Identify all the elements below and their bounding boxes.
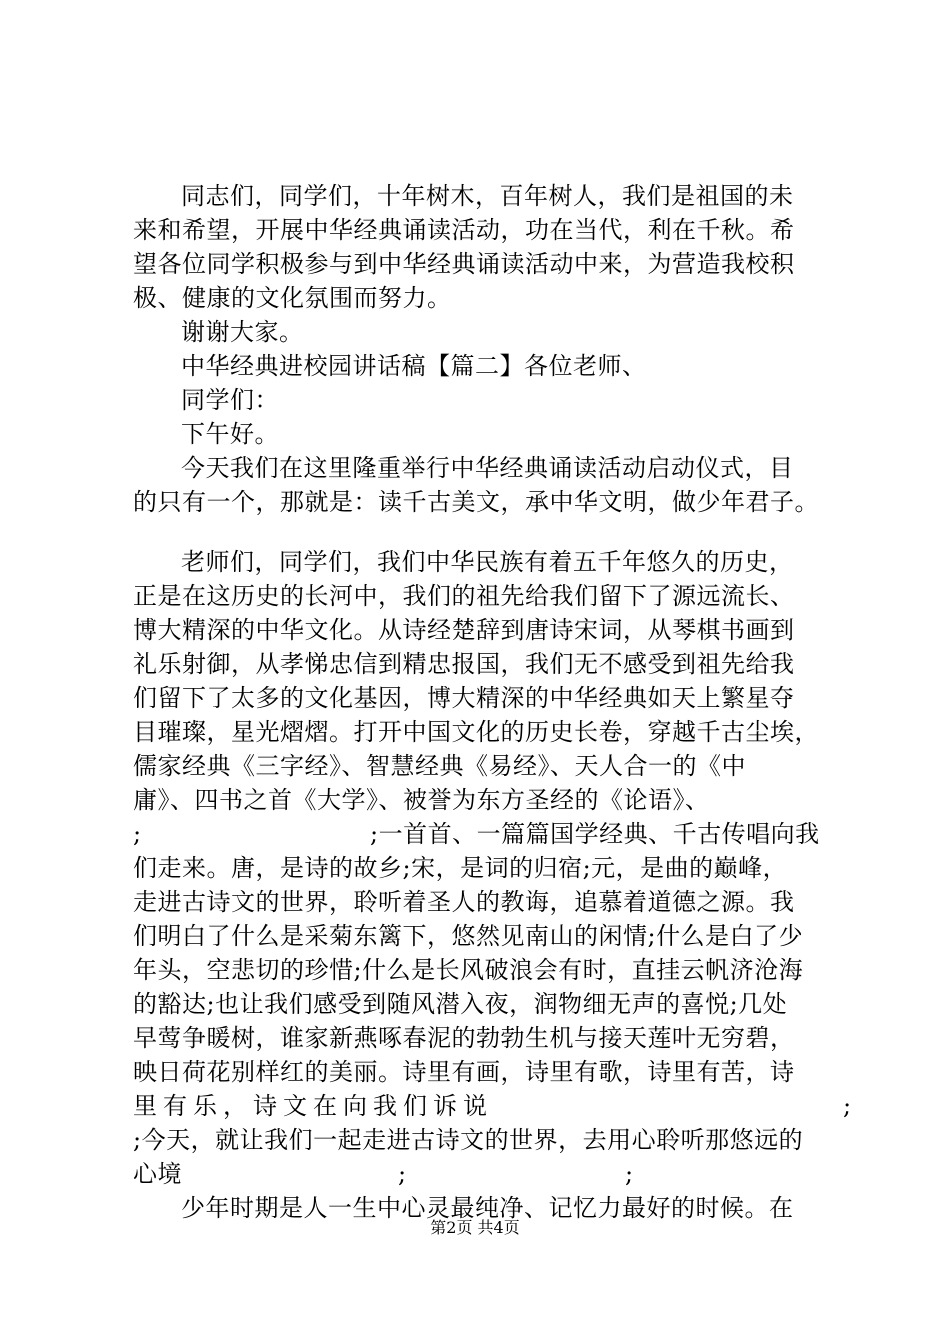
text-line: 们留下了太多的文化基因，博大精深的中华经典如天上繁星夺 [133,684,795,712]
text-line: 年头，空悲切的珍惜;什么是长风破浪会有时，直挂云帆济沧海 [133,956,804,984]
page-footer: 第2页 共4页 [430,1218,520,1237]
text-line: 的只有一个，那就是：读千古美文，承中华文明，做少年君子。 [133,488,819,516]
text-line: 礼乐射御，从孝悌忠信到精忠报国，我们无不感受到祖先给我 [133,650,795,678]
section-heading: 中华经典进校园讲话稿【篇二】各位老师、 [181,352,647,380]
text-fragment: ; [133,820,142,848]
text-line: 极、健康的文化氛围而努力。 [133,284,452,312]
text-fragment: ; [625,1160,634,1188]
text-line: 正是在这历史的长河中，我们的祖先给我们留下了源远流长、 [133,582,795,610]
text-fragment: ; [398,1160,407,1188]
text-line: 们走来。唐，是诗的故乡;宋，是词的归宿;元，是曲的巅峰， [133,854,788,882]
text-line: ;一首首、一篇篇国学经典、千古传唱向我 [370,820,820,848]
text-line: 心境 [133,1160,182,1188]
text-line: 的豁达;也让我们感受到随风潜入夜，润物细无声的喜悦;几处 [133,990,788,1018]
text-line: 们明白了什么是采菊东篱下，悠然见南山的闲情;什么是白了少 [133,922,804,950]
text-line: ;今天，就让我们一起走进古诗文的世界，去用心聆听那悠远的 [133,1126,804,1154]
text-line: 老师们，同学们，我们中华民族有着五千年悠久的历史， [181,548,794,576]
text-line: 儒家经典《三字经》、智慧经典《易经》、天人合一的《中 [133,752,746,780]
text-line: 下午好。 [181,420,279,448]
text-line: 谢谢大家。 [181,318,304,346]
text-line: 来和希望，开展中华经典诵读活动，功在当代，利在千秋。希 [133,216,795,244]
text-line: 今天我们在这里隆重举行中华经典诵读活动启动仪式，目 [181,454,794,482]
text-line: 同志们，同学们，十年树木，百年树人，我们是祖国的未 [181,182,794,210]
text-line: 庸》、四书之首《大学》、被誉为东方圣经的《论语》、 [133,786,710,814]
text-line: 博大精深的中华文化。从诗经楚辞到唐诗宋词，从琴棋书画到 [133,616,795,644]
text-line: 同学们： [181,386,279,414]
text-line: 少年时期是人一生中心灵最纯净、记忆力最好的时候。在 [181,1194,794,1222]
text-line: 早莺争暖树，谁家新燕啄春泥的勃勃生机与接天莲叶无穷碧， [133,1024,795,1052]
text-line: 目璀璨，星光熠熠。打开中国文化的历史长卷，穿越千古尘埃， [133,718,819,746]
text-line: 里有乐，诗文在向我们诉说 [133,1092,493,1120]
text-line: 走进古诗文的世界，聆听着圣人的教诲，追慕着道德之源。我 [133,888,795,916]
text-line: 望各位同学积极参与到中华经典诵读活动中来，为营造我校积 [133,250,795,278]
text-fragment: ; [843,1092,852,1120]
text-line: 映日荷花别样红的美丽。诗里有画，诗里有歌，诗里有苦，诗 [133,1058,795,1086]
